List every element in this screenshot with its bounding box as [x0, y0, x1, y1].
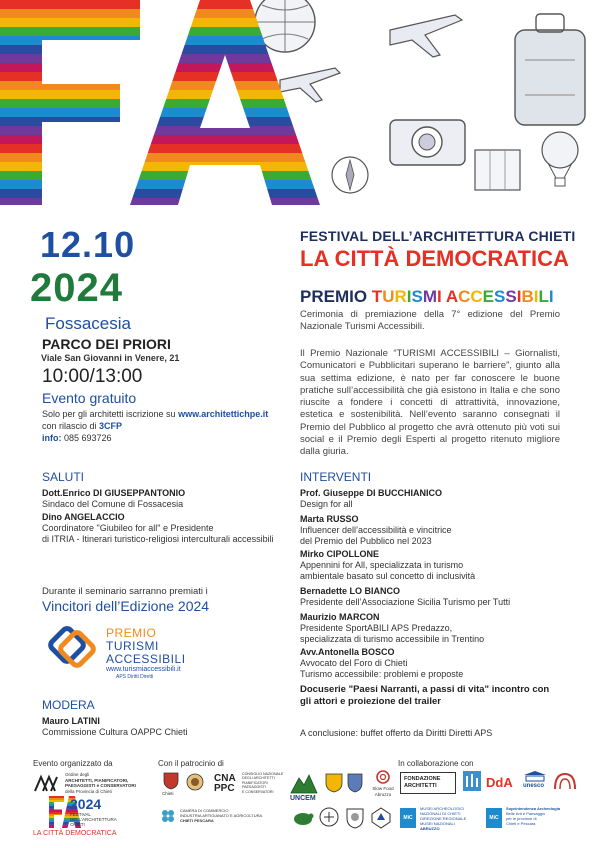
reg-site-link[interactable]: www.architettichpe.it [178, 409, 269, 419]
crest-icon [186, 772, 204, 792]
person-name: Dott.Enrico DI GIUSEPPANTONIO [42, 488, 186, 498]
registration-info [42, 408, 282, 444]
ordine-text-line: Ordine degli [65, 772, 90, 777]
modera-title: MODERA [42, 698, 95, 712]
fa-stripe [0, 162, 320, 171]
fa-fest-line: CHIETI [70, 822, 85, 827]
turtle-logo-icon [292, 808, 314, 828]
temple-icon [523, 770, 547, 782]
turismi-word [372, 287, 442, 306]
fa-stripe [0, 108, 320, 117]
festival-subtitle: LA CITTÀ DEMOCRATICA [300, 246, 569, 271]
fa-stripe [0, 0, 320, 9]
uncem-label: UNCEM [290, 795, 316, 802]
speaker-name: Mirko CIPOLLONE [300, 549, 380, 559]
fa-small-year: 2024 [70, 796, 102, 812]
cnappc-line: E CONSERVATORI [242, 789, 274, 794]
uncem-logo [290, 772, 320, 806]
saluti-title: SALUTI [42, 470, 85, 484]
unesco-logo [520, 770, 550, 794]
musei-line: ABRUZZO [420, 826, 440, 831]
speaker-desc: Avvocato del Foro di Chieti [300, 658, 408, 668]
speaker-desc: Presidente dell’Associazione Sicilia Turismo per Tutti [300, 597, 511, 607]
fa-stripe-logo [0, 0, 320, 205]
premio-logo-line2: TURISMI [106, 639, 159, 653]
premio-letter: I [533, 287, 539, 306]
collab-label: In collaborazione con [398, 759, 474, 768]
premio-letter: C [458, 287, 471, 306]
cnappc-line: PAESAGGISTI [242, 785, 266, 790]
soprintendenza-text [506, 806, 560, 826]
speaker-name: Bernadette LO BIANCO [300, 586, 401, 596]
info-label: info: [42, 433, 62, 443]
ordine-text [65, 772, 136, 794]
camera-commercio-logo [160, 806, 290, 828]
speaker-desc: Design for all [300, 499, 353, 509]
fa-stripe [0, 54, 320, 63]
header-banner [0, 0, 600, 205]
speaker-item [300, 612, 570, 645]
soprintendenza-line: Belle Arti e Paesaggio [506, 811, 546, 816]
musei-line: MUSEI ARCHEOLOGICI [420, 806, 465, 811]
patronage-label: Con il patrocinio di [158, 759, 224, 768]
fa-stripe [0, 189, 320, 198]
fondazione-architetti-logo [400, 772, 456, 794]
event-date: 12.10 [40, 224, 136, 265]
premio-letter: S [411, 287, 423, 306]
accessibili-word [446, 287, 554, 306]
camera-line: CHIETI PESCARA [180, 818, 214, 823]
premio-logo-sub: APS Diritti Diretti [116, 674, 154, 680]
fa-stripe [0, 45, 320, 54]
speaker-desc: Turismo accessibile: problemi e proposte [300, 669, 464, 679]
chieti-shield-icon [163, 772, 179, 790]
moderator [42, 716, 188, 738]
premio-letter: M [422, 287, 437, 306]
speaker-name: Maurizio MARCON [300, 612, 380, 622]
fondazione-line: ARCHITETTI [404, 783, 437, 789]
speaker-item [300, 647, 570, 680]
reg-text-2: con rilascio di [42, 421, 100, 431]
soprintendenza-logo [486, 806, 586, 832]
fa-fest-line: FESTIVAL [70, 812, 91, 817]
snail-icon [375, 770, 391, 784]
itria-logo-icon [462, 770, 482, 792]
mountain-icon [290, 772, 318, 794]
mic-badge: MiC [400, 808, 416, 828]
event-time: 10:00/13:00 [42, 366, 143, 387]
ordine-mark-icon [33, 773, 61, 793]
event-city: Fossacesia [45, 314, 131, 333]
fa-stripe [0, 117, 320, 126]
moderator-name: Mauro LATINI [42, 716, 100, 726]
info-phone: 085 693726 [61, 433, 112, 443]
cnappc-line: CONSIGLIO NAZIONALE [242, 772, 284, 776]
premio-turismi-logo [44, 620, 244, 680]
speaker-name: Marta RUSSO [300, 514, 359, 524]
premio-letter: A [445, 287, 459, 306]
slowfood-line: Abruzzo [374, 791, 392, 797]
premio-letter: T [371, 287, 383, 306]
slowfood-line: Slow Food [372, 786, 394, 791]
premio-letter: S [505, 287, 517, 306]
seminar-intro: Durante il seminario sarranno premiati i [42, 586, 208, 597]
fa-fest-line: DELL’ARCHITETTURA [70, 817, 117, 822]
premio-letter: I [548, 287, 554, 306]
fa-stripe [0, 27, 320, 36]
municipality-crest-icon [346, 772, 364, 794]
fa-stripe [0, 9, 320, 18]
fa-stripe [0, 18, 320, 27]
premio-logo-line1: PREMIO [106, 626, 157, 640]
slowfood-logo [368, 770, 398, 802]
fa-stripe [0, 153, 320, 162]
fondazione-text [404, 776, 440, 790]
event-venue: PARCO DEI PRIORI [42, 336, 171, 352]
person-role: Sindaco del Comune di Fossacesia [42, 499, 184, 509]
fa-stripe [0, 90, 320, 99]
speaker-desc: Presidente SportABILI APS Predazzo, [300, 623, 453, 633]
speaker-desc: ambientale basato sul concetto di inclusività [300, 571, 476, 581]
intro-paragraph: Cerimonia di premiazione della 7° edizione del Premio Nazionale Turismi Accessibili. [300, 309, 560, 333]
premio-letter: E [482, 287, 495, 306]
fa-stripe [0, 63, 320, 72]
cnappc-mark: CNA PPC [214, 773, 236, 794]
slowfood-text [368, 786, 398, 797]
organized-label: Evento organizzato da [33, 759, 113, 768]
musei-archeologici-logo [400, 806, 480, 832]
association-crest-icon [344, 806, 366, 830]
description-paragraph: Il Premio Nazionale “TURISMI ACCESSIBILI – Giornalisti, Comunicatori e Pubblicitari superano le barriere”, giunto alla sua settima edizione, è nato per far conoscere le buone pratiche sull’accessibilità che già esistono in Italia e che sono riuscite a fondere i concetti di attrattività, innovazione, estetica e sostenibilità. Nell’evento saranno consegnati il Premio del Pubblico al progetto che avrà ottenuto più voti sui social e il Premio degli Esperti al progetto ritenuto migliore dalla giuria. [300, 348, 560, 458]
saluti-person [42, 488, 185, 510]
speaker-item [300, 586, 570, 608]
soprintendenza-line: Soprintendenza Archeologia [506, 806, 561, 811]
municipality-crest-icon [324, 772, 344, 794]
speaker-name: Prof. Giuseppe DI BUCCHIANICO [300, 488, 443, 498]
cnappc-text [242, 772, 283, 794]
speaker-desc: del Premio del Pubblico nel 2023 [300, 536, 432, 546]
fa-stripe [0, 171, 320, 180]
fa-stripe [0, 99, 320, 108]
premio-heading [300, 287, 554, 307]
fa-stripe [0, 81, 320, 90]
camera-commercio-icon [160, 808, 176, 824]
association-crest-icon [370, 806, 392, 830]
conclusion-text: A conclusione: buffet offerto da Diritti Diretti APS [300, 728, 493, 738]
ordine-text-line: della Provincia di Chieti [65, 788, 112, 794]
person-role: di ITRIA - Itinerari turistico-religiosi interculturali accessibili [42, 534, 274, 544]
premio-letter: L [538, 287, 549, 306]
fa-stripe [0, 144, 320, 153]
fa-stripe [0, 180, 320, 189]
dda-logo [486, 770, 516, 794]
speaker-desc: specializzata di turismo accessibile in Trentino [300, 634, 485, 644]
speaker-name: Avv.Antonella BOSCO [300, 647, 395, 657]
premio-letter: C [470, 287, 483, 306]
cnappc-logo [214, 772, 294, 798]
reg-text-1: Solo per gli architetti iscrizione su [42, 409, 179, 419]
premio-letter: U [382, 287, 395, 306]
speaker-desc: Influencer dell’accessibilità e vincitrice [300, 525, 452, 535]
premio-letter: R [394, 287, 407, 306]
musei-line: DIREZIONE REGIONALE [420, 816, 467, 821]
premio-word: PREMIO [300, 287, 372, 306]
dda-label: DdA [486, 775, 513, 790]
musei-line: NAZIONALI DI CHIETI [420, 811, 461, 816]
ordine-text-line: ARCHITETTI, PIANIFICATORI, [65, 777, 129, 783]
speaker-item [300, 488, 570, 510]
premio-letter: B [521, 287, 534, 306]
fa-stripe [0, 126, 320, 135]
camera-commercio-text [180, 808, 262, 823]
event-year: 2024 [30, 266, 123, 310]
event-street: Viale San Giovanni in Venere, 21 [41, 353, 180, 363]
unesco-label: unesco [523, 783, 545, 789]
moderator-role: Commissione Cultura OAPPC Chieti [42, 727, 188, 737]
ordine-architetti-logo [33, 772, 155, 794]
heritage-logo-icon [552, 770, 578, 792]
province-crest-logo [186, 772, 208, 798]
winners-title: Vincitori dell’Edizione 2024 [42, 598, 210, 614]
free-event-label: Evento gratuito [42, 390, 137, 406]
association-crest-icon [318, 806, 340, 830]
premio-letter: I [437, 287, 442, 306]
saluti-person [42, 512, 292, 545]
cnappc-line: DEGLI ARCHITETTI [242, 776, 275, 781]
interventi-title: INTERVENTI [300, 470, 372, 484]
fa-stripe [0, 198, 320, 205]
camera-line: CAMERA DI COMMERCIO [180, 808, 229, 813]
soprintendenza-line: per le province di [506, 816, 537, 821]
person-role: Coordinatore "Giubileo for all" e Presidente [42, 523, 214, 533]
premio-logo-line3: ACCESSIBILI [106, 652, 186, 666]
musei-line: MUSEI NAZIONALI [420, 821, 455, 826]
fa-small-fest [70, 812, 117, 827]
premio-logo-url[interactable]: www.turismiaccessibili.it [106, 666, 181, 673]
speaker-item [300, 549, 570, 582]
person-name: Dino ANGELACCIO [42, 512, 125, 522]
chieti-label: Chieti [162, 791, 174, 796]
docuserie-text: Docuserie "Paesi Narranti, a passi di vita" incontro con gli attori e proiezione del trailer [300, 684, 550, 707]
premio-letter: I [516, 287, 522, 306]
fa-stripe [0, 72, 320, 81]
reg-cfp: 3CFP [99, 421, 123, 431]
speaker-desc: Appennini for All, specializzata in turismo [300, 560, 464, 570]
camera-line: INDUSTRIA ARTIGIANATO E AGRICOLTURA [180, 813, 263, 818]
premio-logo-mark [44, 622, 100, 678]
fa-stripe [0, 36, 320, 45]
speaker-item [300, 514, 570, 547]
mic-badge: MiC [486, 808, 502, 828]
ordine-text-line: PAESAGGISTI e CONSERVATORI [65, 783, 136, 788]
musei-text [420, 806, 466, 831]
premio-letter: I [406, 287, 412, 306]
festival-title: FESTIVAL DELL’ARCHITETTURA CHIETI [300, 228, 576, 244]
chieti-logo [160, 772, 182, 798]
cnappc-line: PIANIFICATORI [242, 780, 268, 785]
fondazione-line: FONDAZIONE [404, 776, 441, 782]
premio-letter: S [494, 287, 506, 306]
fa-stripe [0, 135, 320, 144]
fa-small-citta: LA CITTÀ DEMOCRATICA [33, 830, 117, 837]
soprintendenza-line: Chieti e Pescara [506, 821, 536, 826]
